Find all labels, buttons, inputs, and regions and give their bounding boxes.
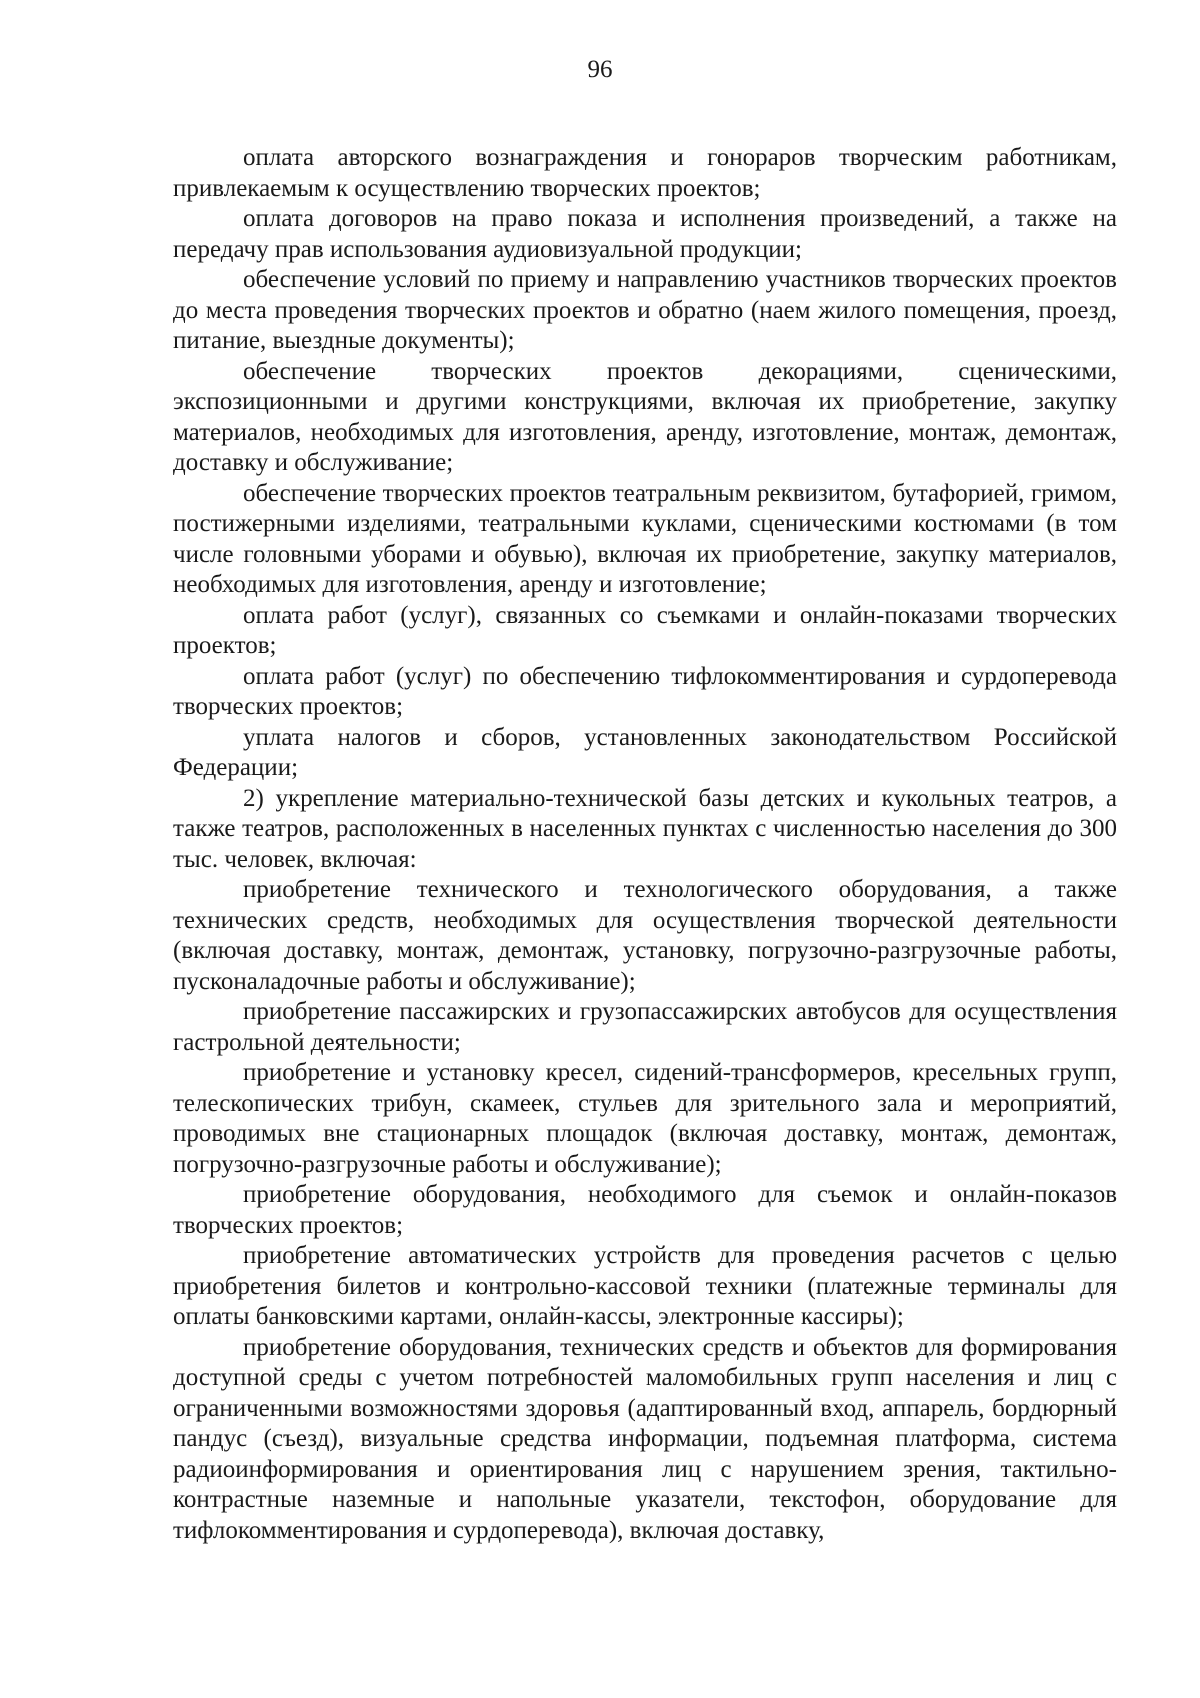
paragraph: уплата налогов и сборов, установленных законодательством Российской Федерации; [173, 723, 1117, 781]
paragraph: приобретение и установку кресел, сидений-трансформеров, кресельных групп, телескопических трибун, скамеек, стульев для зрительного зала и мероприятий, проводимых вне стационарных площадок (включая доставку, монтаж, демонтаж, погрузочно-разгрузочные работы и обслуживание); [173, 1059, 1117, 1178]
paragraph: приобретение пассажирских и грузопассажирских автобусов для осуществления гастрольной деятельности; [173, 998, 1117, 1056]
paragraph: оплата договоров на право показа и исполнения произведений, а также на передачу прав использования аудиовизуальной продукции; [173, 205, 1117, 263]
page-number: 96 [587, 56, 613, 83]
paragraph: обеспечение творческих проектов театральным реквизитом, бутафорией, гримом, постижерными изделиями, театральными куклами, сценическими костюмами (в том числе головными уборами и обувью), включая их приобретение, закупку материалов, необходимых для изготовления, аренду и изготовление; [173, 479, 1117, 598]
paragraph: приобретение технического и технологического оборудования, а также технических средств, необходимых для осуществления творческой деятельности (включая доставку, монтаж, демонтаж, установку, погрузочно-разгрузочные работы, пусконаладочные работы и обслуживание); [173, 876, 1117, 995]
paragraph: приобретение оборудования, необходимого для съемок и онлайн-показов творческих проектов; [173, 1181, 1117, 1239]
paragraph: оплата авторского вознаграждения и гонораров творческим работникам, привлекаемым к осуществлению творческих проектов; [173, 144, 1117, 202]
paragraph: оплата работ (услуг) по обеспечению тифлокомментирования и сурдоперевода творческих проектов; [173, 662, 1117, 720]
paragraph: обеспечение условий по приему и направлению участников творческих проектов до места проведения творческих проектов и обратно (наем жилого помещения, проезд, питание, выездные документы); [173, 266, 1117, 354]
paragraph: обеспечение творческих проектов декорациями, сценическими, экспозиционными и другими конструкциями, включая их приобретение, закупку материалов, необходимых для изготовления, аренду, изготовление, монтаж, демонтаж, доставку и обслуживание; [173, 357, 1117, 476]
document-body [173, 143, 1117, 1546]
paragraph: 2) укрепление материально-технической базы детских и кукольных театров, а также театров, расположенных в населенных пунктах с численностью населения до 300 тыс. человек, включая: [173, 784, 1117, 873]
paragraph: приобретение автоматических устройств для проведения расчетов с целью приобретения билетов и контрольно-кассовой техники (платежные терминалы для оплаты банковскими картами, онлайн-кассы, электронные кассиры); [173, 1242, 1117, 1330]
paragraph: оплата работ (услуг), связанных со съемками и онлайн-показами творческих проектов; [173, 601, 1117, 659]
paragraph: приобретение оборудования, технических средств и объектов для формирования доступной среды с учетом потребностей маломобильных групп населения и лиц с ограниченными возможностями здоровья (адаптированный вход, аппарель, бордюрный пандус (съезд), визуальные средства информации, подъемная платформа, система радиоинформирования и ориентирования лиц с нарушением зрения, тактильно-контрастные наземные и напольные указатели, текстофон, оборудование для тифлокомментирования и сурдоперевода), включая доставку, [173, 1333, 1117, 1544]
